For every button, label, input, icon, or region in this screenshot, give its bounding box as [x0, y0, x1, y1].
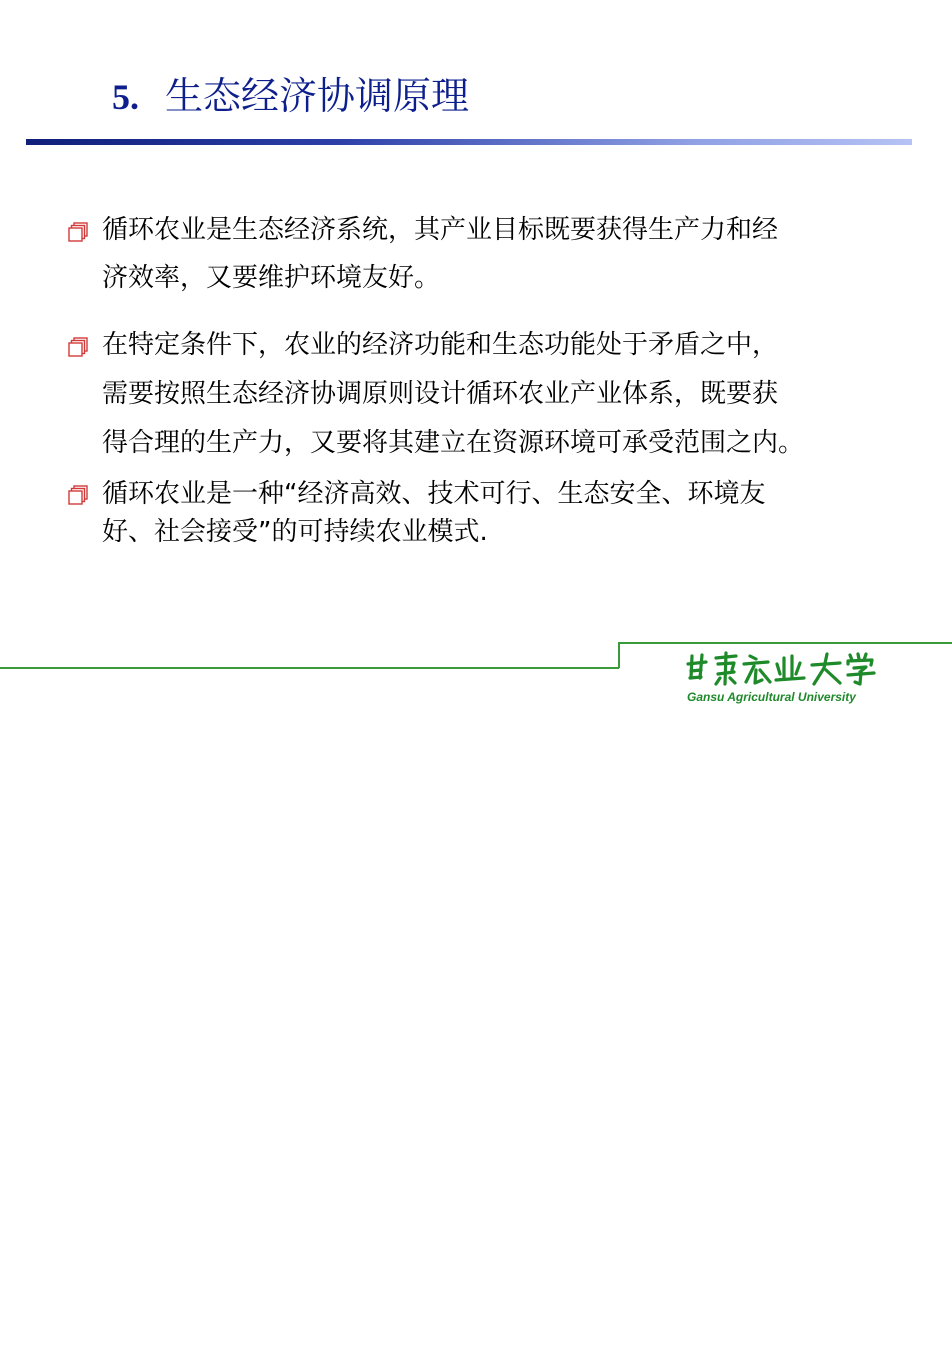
stacked-squares-icon [66, 220, 90, 244]
bullet-line: 济效率，又要维护环境友好。 [102, 263, 441, 293]
bullet-line: 好、社会接受”的可持续农业模式. [102, 517, 488, 547]
title-number: 5. [112, 77, 139, 117]
title-underline [26, 139, 912, 145]
bullet-line: 得合理的生产力，又要将其建立在资源环境可承受范围之内。 [102, 428, 805, 458]
footer-divider-right [618, 642, 952, 644]
bullet-line: 循环农业是一种“经济高效、技术可行、生态安全、环境友 [102, 479, 766, 509]
footer-divider-left [0, 667, 619, 669]
bullet-line: 需要按照生态经济协调原则设计循环农业产业体系，既要获 [102, 379, 779, 409]
bullet-list [66, 206, 886, 551]
stacked-squares-icon [66, 483, 90, 507]
bullet-item [66, 475, 886, 551]
bullet-item [66, 206, 886, 302]
slide-title [112, 68, 469, 124]
bullet-item [66, 321, 886, 468]
stacked-squares-icon [66, 335, 90, 359]
bullet-line: 在特定条件下，农业的经济功能和生态功能处于矛盾之中， [102, 330, 779, 360]
title-text: 生态经济协调原理 [165, 74, 470, 118]
footer-divider-step [618, 642, 620, 668]
university-name-english: Gansu Agricultural University [687, 690, 856, 704]
bullet-line: 循环农业是生态经济系统，其产业目标既要获得生产力和经 [102, 215, 779, 245]
